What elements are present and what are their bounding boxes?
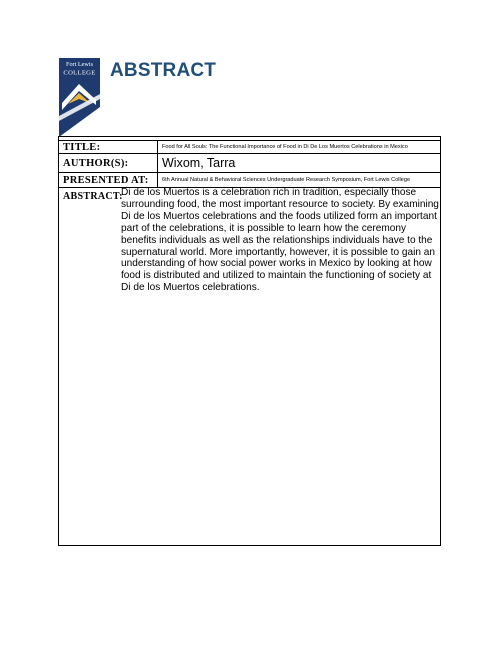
title-label: TITLE: <box>59 141 158 153</box>
page-title: ABSTRACT <box>110 60 217 81</box>
abstract-text: Di de los Muertos is a celebration rich in tradition, especially those surrounding food, the most important resource to society. By examining Di de los Muertos celebrations and the foods utilized form an important part of the celebrations, it is possible to learn how the ceremony benefits individuals as well as the relationships individuals have to the supernatural world. More importantly, however, it is possible to gain an understanding of how social power works in Mexico by looking at how food is distributed and utilized to maintain the functioning of society at Di de los Muertos celebrations. <box>121 187 439 294</box>
abstract-label: ABSTRACT: <box>63 191 123 202</box>
author-row <box>59 154 440 173</box>
presented-row <box>59 173 440 188</box>
presented-value: 6th Annual Natural & Behavioral Sciences Undergraduate Research Symposium, Fort Lewis College <box>162 177 411 183</box>
fort-lewis-college-logo <box>59 58 100 137</box>
presented-label: PRESENTED AT: <box>59 173 158 187</box>
title-value: Food for All Souls: The Functional Importance of Food in Di De Los Muertos Celebrations in Mexico <box>162 144 408 150</box>
author-value: Wixom, Tarra <box>162 156 236 170</box>
title-row <box>59 140 440 154</box>
author-label: AUTHOR(S): <box>59 154 158 172</box>
abstract-form <box>58 136 441 546</box>
logo-line1: Fort Lewis <box>66 61 93 68</box>
logo-line2: College <box>63 69 96 77</box>
